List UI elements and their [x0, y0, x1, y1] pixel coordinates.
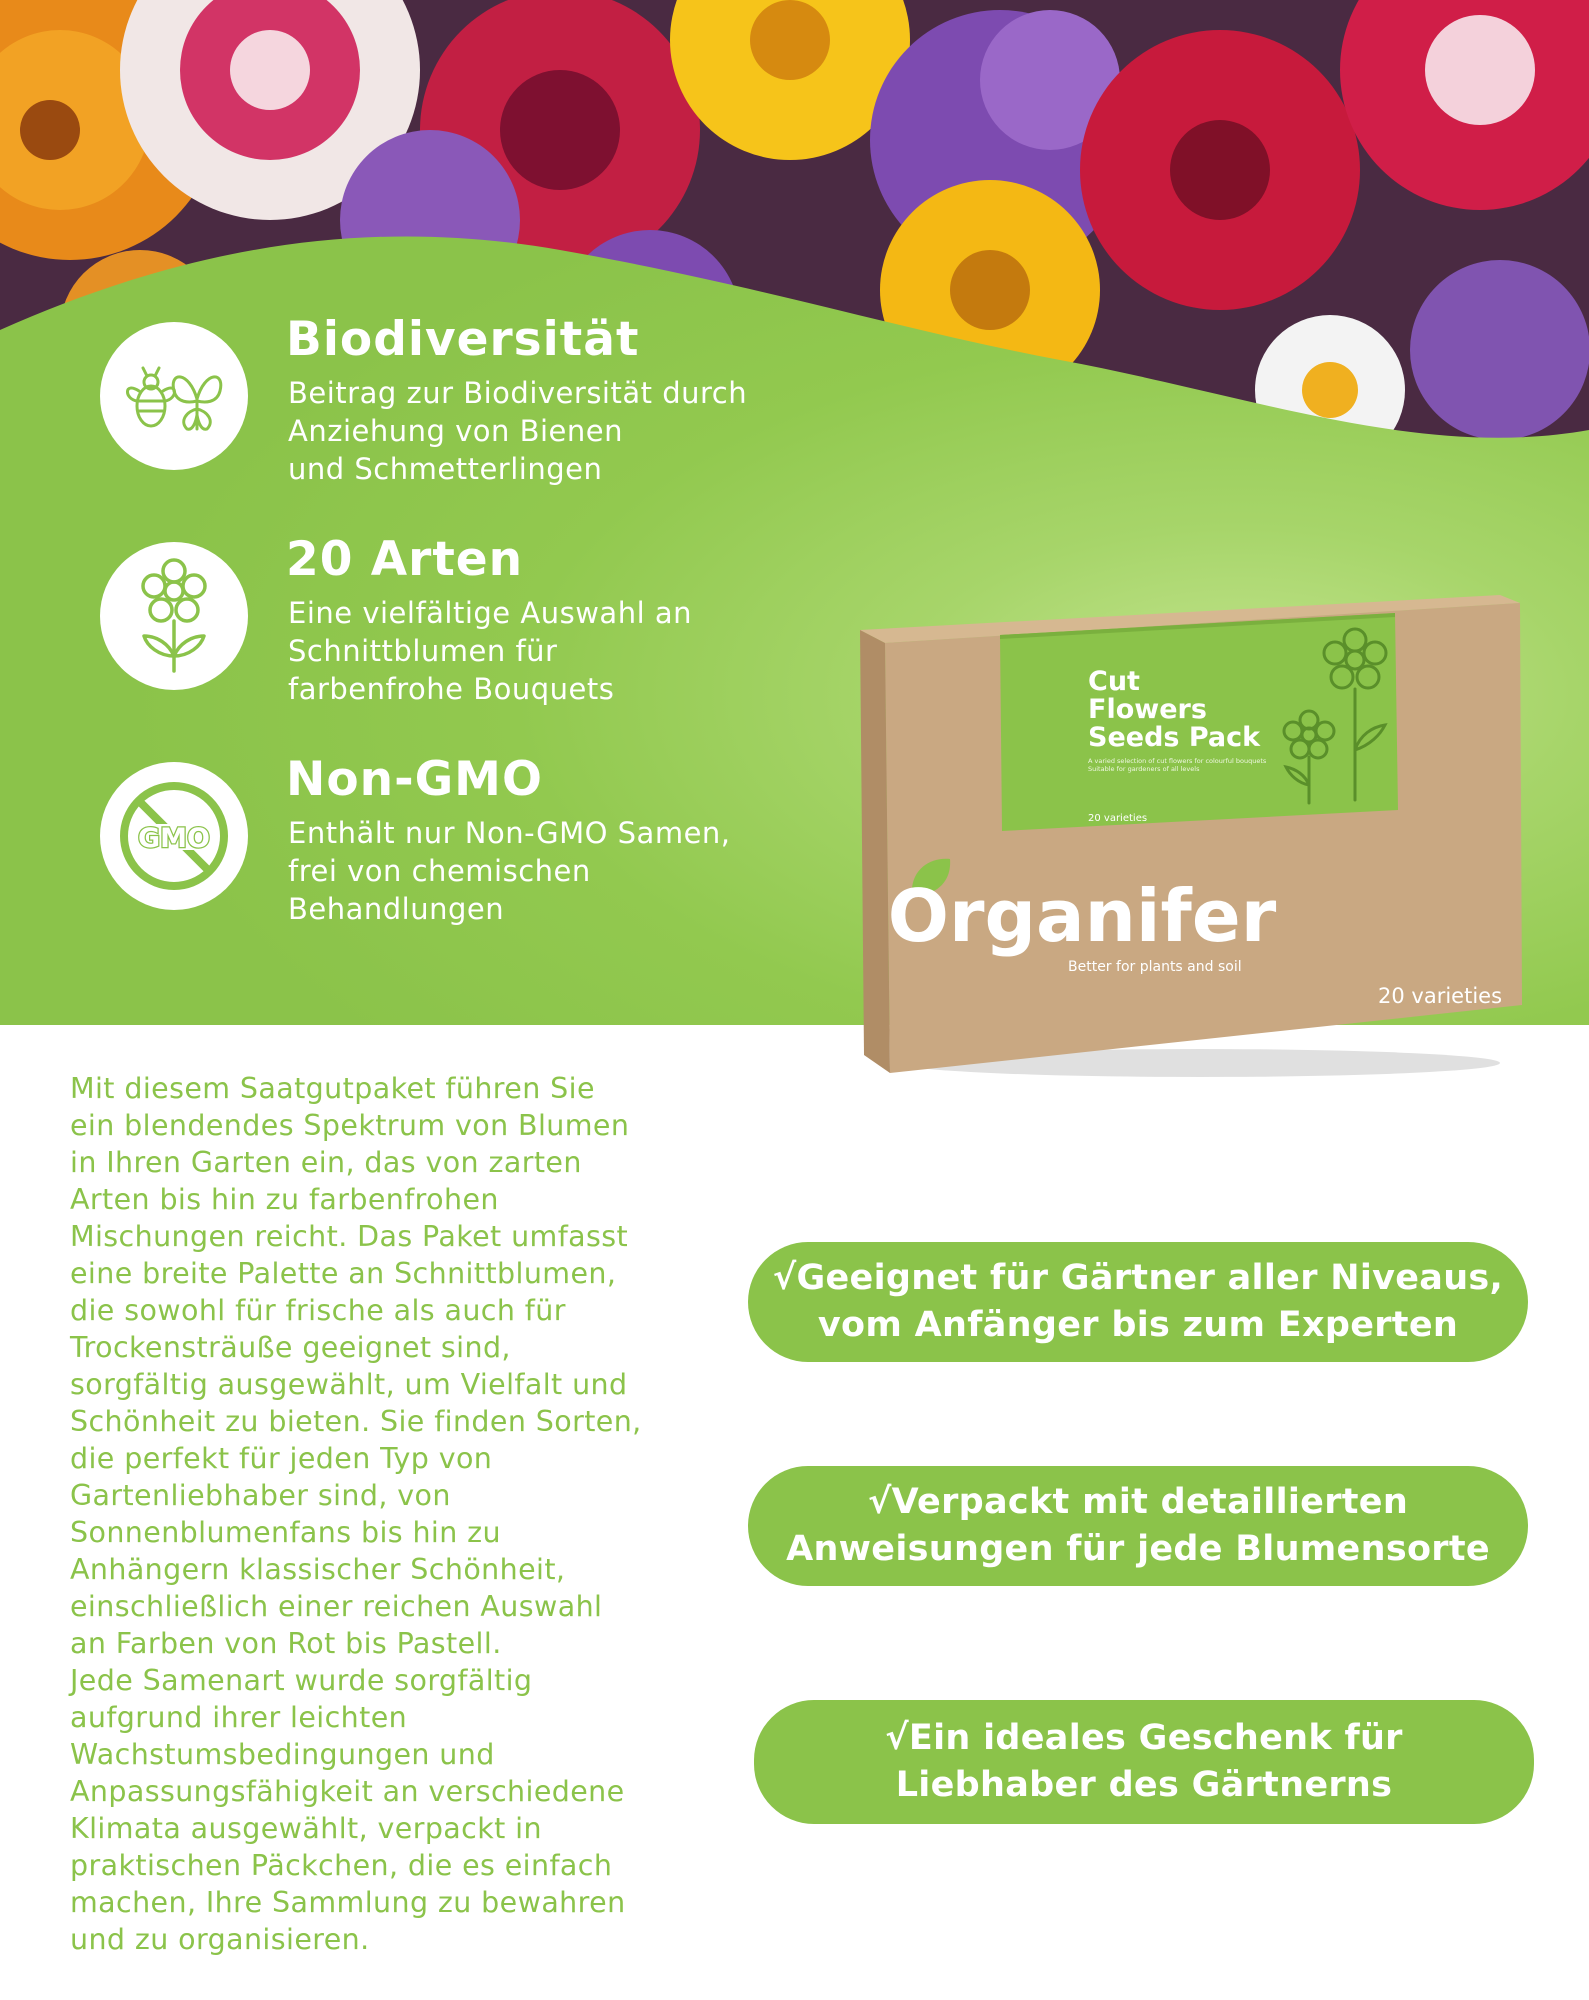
feature-desc-line: Beitrag zur Biodiversität durch	[288, 376, 748, 410]
label-subtitle-line: Suitable for gardeners of all levels	[1088, 765, 1200, 773]
feature-desc-line: Enthält nur Non-GMO Samen,	[288, 816, 731, 850]
label-title-line: Cut	[1088, 666, 1140, 697]
feature-title: 20 Arten	[286, 532, 524, 587]
description-line: einschließlich einer reichen Auswahl	[70, 1590, 603, 1623]
description-line: in Ihren Garten ein, das von zarten	[70, 1146, 582, 1179]
benefit-pill-all-levels	[748, 1242, 1528, 1362]
description-line: aufgrund ihrer leichten	[70, 1701, 408, 1734]
description-line: Wachstumsbedingungen und	[70, 1738, 495, 1771]
feature-title: Biodiversität	[286, 312, 640, 367]
feature-varieties	[100, 532, 920, 712]
description-line: Trockensträuße geeignet sind,	[70, 1331, 511, 1364]
benefit-line: √Verpackt mit detaillierten	[867, 1482, 1409, 1522]
feature-desc-line: Schnittblumen für	[288, 634, 558, 668]
feature-icon-circle	[100, 542, 248, 690]
box-side-face	[860, 630, 890, 1073]
description-line: Sonnenblumenfans bis hin zu	[70, 1516, 501, 1549]
description-line: an Farben von Rot bis Pastell.	[70, 1627, 502, 1660]
description-line: machen, Ihre Sammlung zu bewahren	[70, 1886, 626, 1919]
description-line: die perfekt für jeden Typ von	[70, 1442, 493, 1475]
brand-name: Organifer	[887, 874, 1277, 958]
benefit-line: √Ein ideales Geschenk für	[885, 1718, 1403, 1758]
box-varieties: 20 varieties	[1378, 984, 1503, 1008]
feature-desc-line: Eine vielfältige Auswahl an	[288, 596, 692, 630]
brand-tagline: Better for plants and soil	[1068, 959, 1242, 975]
no-gmo-icon	[114, 776, 234, 896]
description-line: ein blendendes Spektrum von Blumen	[70, 1109, 630, 1142]
feature-desc-line: Behandlungen	[288, 892, 505, 926]
benefit-line: Anweisungen für jede Blumensorte	[786, 1529, 1490, 1569]
description-line: Anpassungsfähigkeit an verschiedene	[70, 1775, 625, 1808]
feature-title: Non-GMO	[286, 752, 543, 807]
description-line: sorgfältig ausgewählt, um Vielfalt und	[70, 1368, 628, 1401]
feature-desc-line: Anziehung von Bienen	[288, 414, 624, 448]
description-line: Jede Samenart wurde sorgfältig	[70, 1664, 533, 1697]
label-subtitle-line: A varied selection of cut flowers for colourful bouquets	[1088, 757, 1267, 765]
product-description	[70, 1070, 700, 1958]
label-title-line: Flowers	[1088, 694, 1207, 725]
benefit-line: vom Anfänger bis zum Experten	[817, 1305, 1459, 1345]
description-line: Mischungen reicht. Das Paket umfasst	[70, 1220, 629, 1253]
product-box	[850, 585, 1530, 1085]
flower-icon	[129, 556, 219, 676]
description-line: Klimata ausgewählt, verpackt in	[70, 1812, 542, 1845]
feature-desc-line: frei von chemischen	[288, 854, 591, 888]
gmo-icon-text: GMO	[138, 823, 210, 854]
description-line: eine breite Palette an Schnittblumen,	[70, 1257, 617, 1290]
feature-description	[288, 814, 908, 928]
description-line: Mit diesem Saatgutpaket führen Sie	[70, 1072, 595, 1105]
feature-desc-line: farbenfrohe Bouquets	[288, 672, 615, 706]
feature-icon-circle	[100, 322, 248, 470]
feature-biodiversity	[100, 312, 920, 492]
description-line: und zu organisieren.	[70, 1923, 370, 1956]
description-line: Schönheit zu bieten. Sie finden Sorten,	[70, 1405, 642, 1438]
description-line: Gartenliebhaber sind, von	[70, 1479, 451, 1512]
feature-desc-line: und Schmetterlingen	[288, 452, 603, 486]
bee-butterfly-icon	[119, 351, 229, 441]
feature-non-gmo	[100, 752, 920, 932]
description-line: Anhängern klassischer Schönheit,	[70, 1553, 566, 1586]
benefit-line: Liebhaber des Gärtnerns	[895, 1765, 1393, 1805]
benefit-pill-gift	[754, 1700, 1534, 1824]
feature-description	[288, 594, 908, 708]
feature-description	[288, 374, 908, 488]
label-varieties: 20 varieties	[1088, 813, 1148, 824]
description-line: die sowohl für frische als auch für	[70, 1294, 566, 1327]
description-line: Arten bis hin zu farbenfrohen	[70, 1183, 499, 1216]
feature-icon-circle	[100, 762, 248, 910]
description-line: praktischen Päckchen, die es einfach	[70, 1849, 613, 1882]
benefit-line: √Geeignet für Gärtner aller Niveaus,	[772, 1258, 1504, 1298]
benefit-pill-instructions	[748, 1466, 1528, 1586]
label-title-line: Seeds Pack	[1088, 722, 1261, 753]
